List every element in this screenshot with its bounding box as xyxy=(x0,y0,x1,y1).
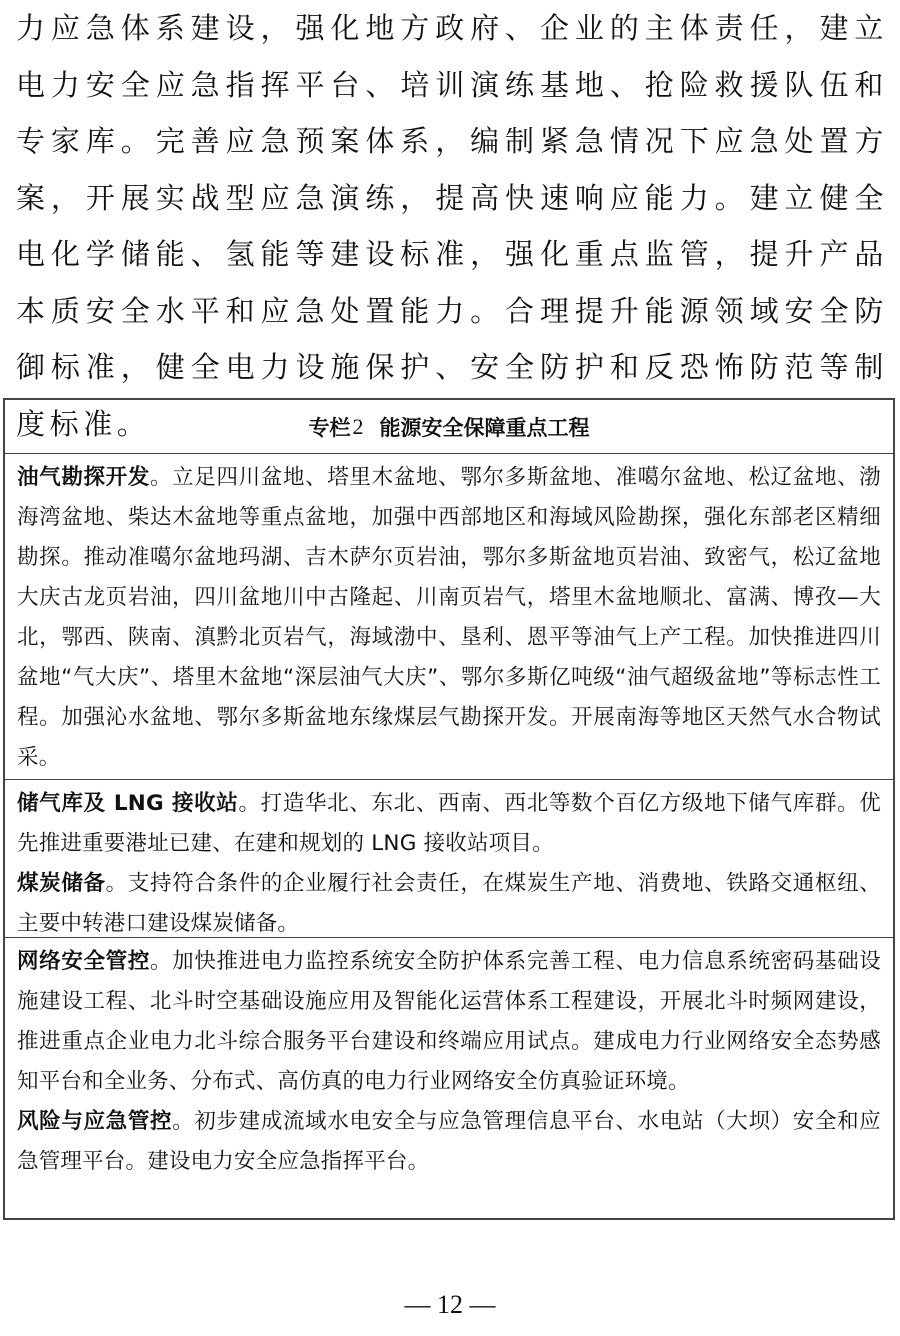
box-title-text: 能源安全保障重点工程 xyxy=(379,415,590,440)
item-heading: 风险与应急管控 xyxy=(17,1109,173,1134)
box-section-oil-gas xyxy=(5,454,893,780)
box-item xyxy=(17,784,881,864)
page-number: — 12 — xyxy=(404,1290,496,1319)
item-text: 。支持符合条件的企业履行社会责任，在煤炭生产地、消费地、铁路交通枢纽、主要中转港口建设煤炭储备。 xyxy=(17,871,881,936)
item-text: 。打造华北、东北、西南、西北等数个百亿方级地下储气库群。优先推进重要港址已建、在建和规划的 LNG 接收站项目。 xyxy=(17,791,881,856)
item-text: 。加快推进电力监控系统安全防护体系完善工程、电力信息系统密码基础设施建设工程、北斗时空基础设施应用及智能化运营体系工程建设，开展北斗时频网建设，推进重点企业电力北斗综合服务平台建设和终端应用试点。建成电力行业网络安全态势感知平台和全业务、分布式、高仿真的电力行业网络安全仿真验证环境。 xyxy=(17,949,881,1094)
box-item xyxy=(17,864,881,944)
item-heading: 网络安全管控 xyxy=(17,949,150,974)
item-heading: 煤炭储备 xyxy=(17,871,106,896)
box-section-storage xyxy=(5,780,893,938)
box-title-prefix: 专栏 xyxy=(308,415,351,440)
box-item xyxy=(17,1102,881,1182)
box-item xyxy=(17,942,881,1102)
item-heading: 油气勘探开发 xyxy=(17,465,150,490)
box-title-number: 2 xyxy=(352,413,364,439)
box-section-security xyxy=(5,938,893,1188)
feature-box xyxy=(3,398,895,1220)
box-title xyxy=(5,400,893,454)
item-text: 。初步建成流域水电安全与应急管理信息平台、水电站（大坝）安全和应急管理平台。建设电力安全应急指挥平台。 xyxy=(17,1109,882,1174)
item-text: 。立足四川盆地、塔里木盆地、鄂尔多斯盆地、准噶尔盆地、松辽盆地、渤海湾盆地、柴达木盆地等重点盆地，加强中西部地区和海域风险勘探，强化东部老区精细勘探。推动准噶尔盆地玛湖、吉木萨尔页岩油，鄂尔多斯盆地页岩油、致密气，松辽盆地大庆古龙页岩油，四川盆地川中古隆起、川南页岩气，塔里木盆地顺北、富满、博孜—大北，鄂西、陕南、滇黔北页岩气，海域渤中、垦利、恩平等油气上产工程。加快推进四川盆地“气大庆”、塔里木盆地“深层油气大庆”、鄂尔多斯亿吨级“油气超级盆地”等标志性工程。加强沁水盆地、鄂尔多斯盆地东缘煤层气勘探开发。开展南海等地区天然气水合物试采。 xyxy=(17,465,881,770)
item-heading: 储气库及 LNG 接收站 xyxy=(17,791,239,816)
body-paragraph: 力应急体系建设，强化地方政府、企业的主体责任，建立电力安全应急指挥平台、培训演练基地、抢险救援队伍和专家库。完善应急预案体系，编制紧急情况下应急处置方案，开展实战型应急演练，提高快速响应能力。建立健全电化学储能、氢能等建设标准，强化重点监管，提升产品本质安全水平和应急处置能力。合理提升能源领域安全防御标准，健全电力设施保护、安全防护和反恐怖防范等制度标准。 xyxy=(16,11,888,441)
box-item xyxy=(17,458,881,778)
